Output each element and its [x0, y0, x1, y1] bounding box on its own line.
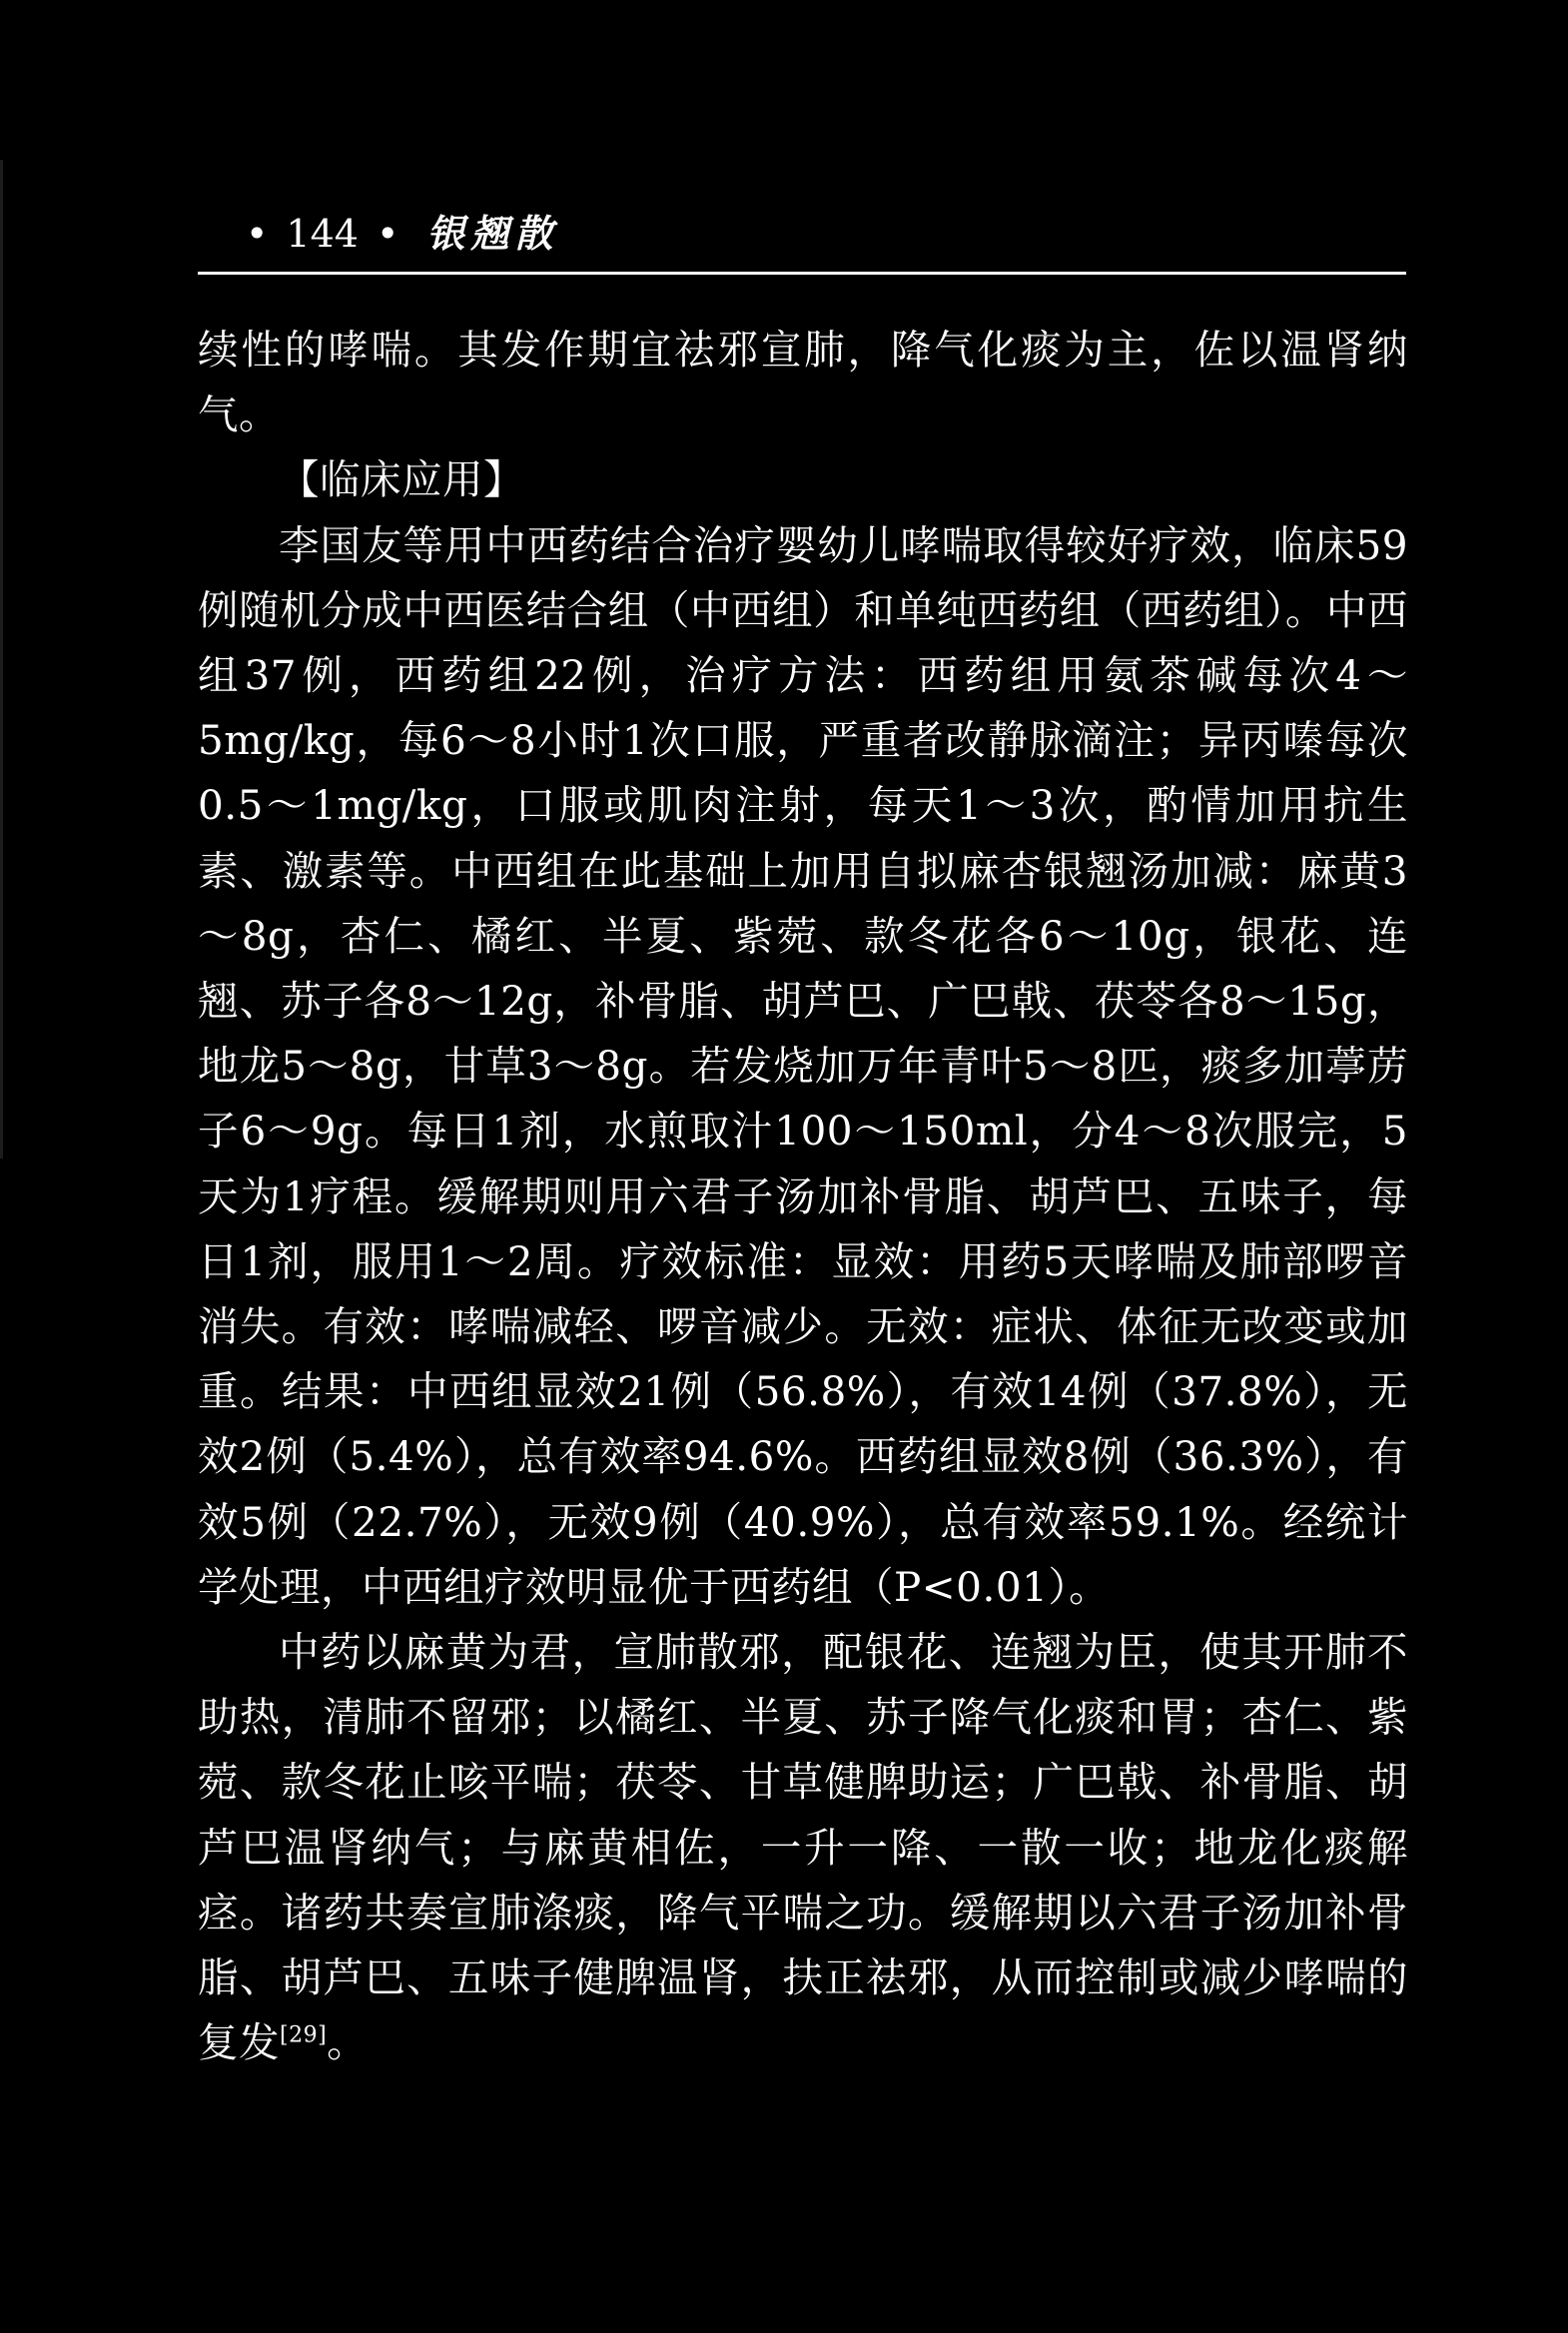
page-body: [198, 318, 1408, 2075]
page-header: [228, 208, 558, 260]
citation-ref: [29]: [280, 2022, 328, 2048]
scan-edge-shadow: [0, 160, 3, 1159]
header-rule: [198, 272, 1406, 275]
analysis-paragraph: [198, 1620, 1408, 2075]
header-bullet-right: •: [376, 212, 399, 256]
analysis-text: 中药以麻黄为君，宣肺散邪，配银花、连翘为臣，使其开肺不助热，清肺不留邪；以橘红、半夏、苏子降气化痰和胃；杏仁、紫菀、款冬花止咳平喘；茯苓、甘草健脾助运；广巴戟、补骨脂、胡芦巴温肾纳气；与麻黄相佐，一升一降、一散一收；地龙化痰解痉。诸药共奏宣肺涤痰，降气平喘之功。缓解期以六君子汤加补骨脂、胡芦巴、五味子健脾温肾，扶正祛邪，从而控制或减少哮喘的复发: [198, 1628, 1408, 2067]
header-bullet-left: •: [246, 212, 269, 256]
intro-paragraph: 续性的哮喘。其发作期宜祛邪宣肺，降气化痰为主，佐以温肾纳气。: [198, 326, 1408, 439]
clinical-paragraph: 李国友等用中西药结合治疗婴幼儿哮喘取得较好疗效，临床59例随机分成中西医结合组（中西组）和单纯西药组（西药组）。中西组37例，西药组22例，治疗方法：西药组用氨茶碱每次4～5mg/kg，每6～8小时1次口服，严重者改静脉滴注；异丙嗪每次0.5～1mg/kg，口服或肌肉注射，每天1～3次，酌情加用抗生素、激素等。中西组在此基础上加用自拟麻杏银翘汤加减：麻黄3～8g，杏仁、橘红、半夏、紫菀、款冬花各6～10g，银花、连翘、苏子各8～12g，补骨脂、胡芦巴、广巴戟、茯苓各8～15g，地龙5～8g，甘草3～8g。若发烧加万年青叶5～8匹，痰多加葶苈子6～9g。每日1剂，水煎取汁100～150ml，分4～8次服完，5天为1疗程。缓解期则用六君子汤加补骨脂、胡芦巴、五味子，每日1剂，服用1～2周。疗效标准：显效：用药5天哮喘及肺部啰音消失。有效：哮喘减轻、啰音减少。无效：症状、体征无改变或加重。结果：中西组显效21例（56.8%），有效14例（37.8%），无效2例（5.4%），总有效率94.6%。西药组显效8例（36.3%），有效5例（22.7%），无效9例（40.9%），总有效率59.1%。经统计学处理，中西组疗效明显优于西药组（P<0.01）。: [198, 520, 1409, 1611]
section-heading: 【临床应用】: [279, 455, 524, 504]
book-title: 银翘散: [426, 211, 559, 256]
closing-mark: 。: [327, 2018, 369, 2067]
page-number: 144: [286, 212, 359, 256]
